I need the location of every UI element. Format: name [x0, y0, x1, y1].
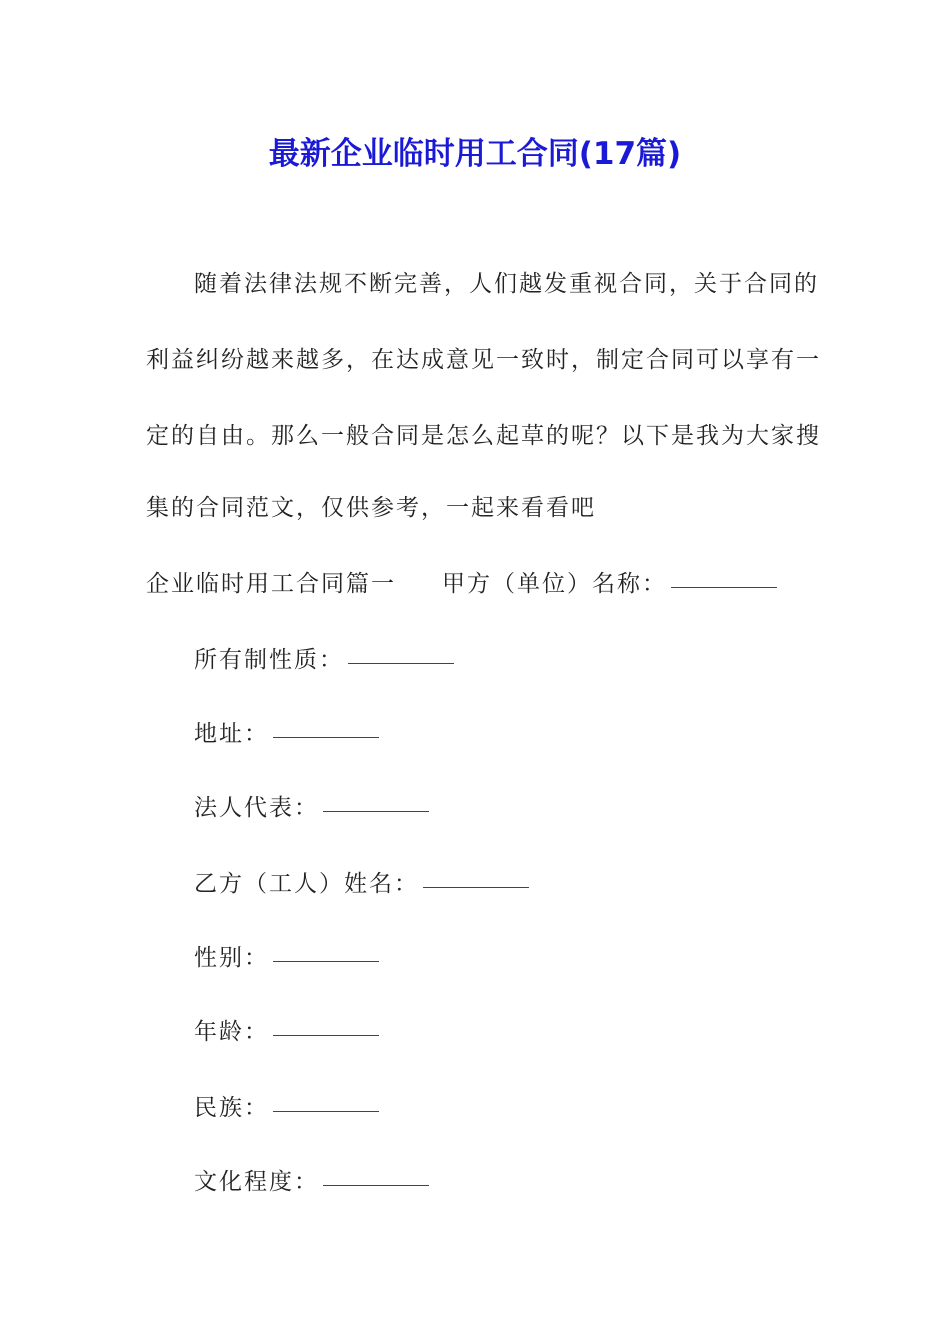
blank-line	[323, 1184, 429, 1186]
field-label: 文化程度：	[194, 1169, 319, 1195]
blank-line	[273, 1110, 379, 1112]
intro-line-1: 随着法律法规不断完善，人们越发重视合同，关于合同的	[194, 271, 819, 297]
field-party-b-name	[194, 864, 529, 904]
field-legal-rep	[194, 788, 429, 828]
field-label: 年龄：	[194, 1019, 269, 1045]
field-label: 所有制性质：	[194, 647, 344, 673]
field-education	[194, 1162, 429, 1202]
intro-line-3: 定的自由。那么一般合同是怎么起草的呢？以下是我为大家搜	[146, 423, 821, 449]
intro-line-4: 集的合同范文，仅供参考，一起来看看吧	[146, 495, 596, 521]
blank-line	[423, 886, 529, 888]
field-ownership	[194, 640, 454, 680]
intro-line-2: 利益纠纷越来越多，在达成意见一致时，制定合同可以享有一	[146, 347, 821, 373]
field-age	[194, 1012, 379, 1052]
blank-line	[273, 736, 379, 738]
field-address	[194, 714, 379, 754]
blank-line	[273, 1034, 379, 1036]
section-heading: 企业临时用工合同篇一	[146, 571, 396, 597]
field-label: 性别：	[194, 945, 269, 971]
field-label: 地址：	[194, 721, 269, 747]
blank-line	[323, 810, 429, 812]
blank-line	[348, 662, 454, 664]
document-title: 最新企业临时用工合同(17篇)	[268, 136, 682, 172]
section-heading-row	[146, 564, 777, 604]
field-label: 乙方（工人）姓名：	[194, 871, 419, 897]
field-label: 法人代表：	[194, 795, 319, 821]
field-gender	[194, 938, 379, 978]
field-label: 民族：	[194, 1095, 269, 1121]
field-label-party-a-name: 甲方（单位）名称：	[442, 571, 667, 597]
field-ethnicity	[194, 1088, 379, 1128]
blank-line	[671, 586, 777, 588]
blank-line	[273, 960, 379, 962]
